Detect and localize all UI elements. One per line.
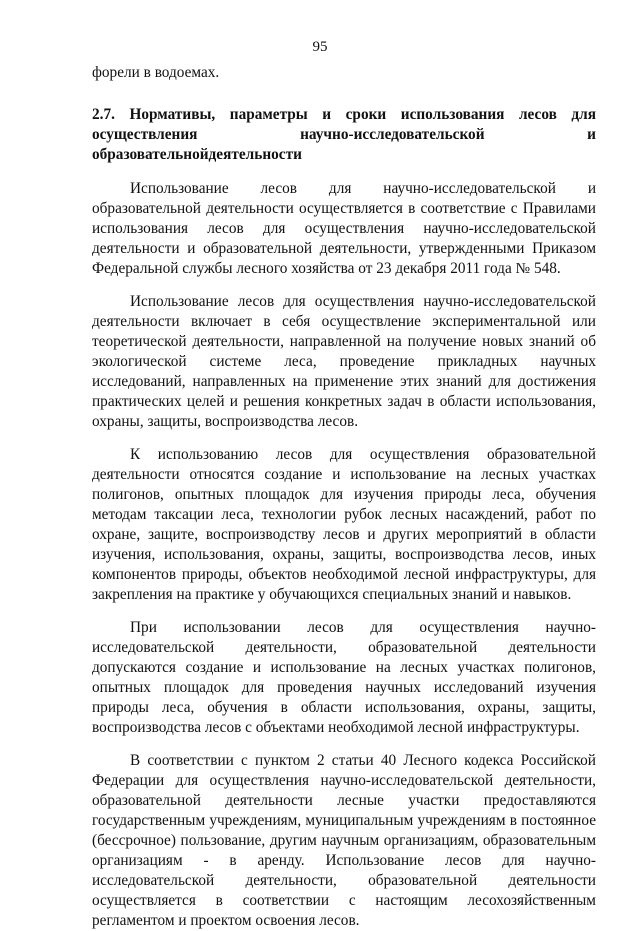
section-heading [92,105,596,165]
paragraph-1: Использование лесов для научно-исследовательской и образовательной деятельности осуществляется в соответствие с Правилами использования лесов для осуществления научно-исследовательской деятельности и образовательной деятельности, утвержденными Приказом Федеральной службы лесного хозяйства от 23 декабря 2011 года № 548. [92,180,596,277]
page-number: 95 [312,39,328,55]
paragraph-3: К использованию лесов для осуществления образовательной деятельности относятся создание и использование на лесных участках полигонов, опытных площадок для изучения природы леса, обучения методам таксации леса, технологии рубок лесных насаждений, работ по охране, защите, воспроизводству лесов и других мероприятий в области изучения, использования, охраны, защиты, воспроизводства лесов, иных компонентов природы, объектов необходимой лесной инфраструктуры, для закрепления на практике у обучающихся специальных знаний и навыков. [92,446,596,603]
continued-text-fragment: форели в водоемах. [92,64,220,81]
section-heading-main: 2.7. Нормативы, параметры и сроки использования лесов для осуществления научно-исследовательской и [92,106,596,143]
paragraph-5: В соответствии с пунктом 2 статьи 40 Лесного кодекса Российской Федерации для осуществления научно-исследовательской деятельности, образовательной деятельности лесные участки предоставляются государственным учреждениям, муниципальным учреждениям в постоянное (бессрочное) пользование, другим научным организациям, образовательным организациям - в аренду. Использование лесов для научно-исследовательской деятельности, образовательной деятельности осуществляется в соответствии с настоящим лесохозяйственным регламентом и проектом освоения лесов. [92,752,596,929]
paragraph-2: Использование лесов для осуществления научно-исследовательской деятельности включает в себя осуществление экспериментальной или теоретической деятельности, направленной на получение новых знаний об экологической системе леса, проведение прикладных научных исследований, направленных на применение этих знаний для достижения практических целей и решения конкретных задач в области использования, охраны, защиты, воспроизводства лесов. [92,293,596,430]
page-content [92,63,596,931]
paragraph-4: При использовании лесов для осуществления научно-исследовательской деятельности, образовательной деятельности допускаются создание и использование на лесных участках полигонов, опытных площадок для проведения научных исследований изучения природы леса, обучения в области использования, охраны, защиты, воспроизводства лесов с объектами необходимой лесной инфраструктуры. [92,619,596,736]
section-heading-last-line: образовательнойдеятельности [92,146,302,163]
